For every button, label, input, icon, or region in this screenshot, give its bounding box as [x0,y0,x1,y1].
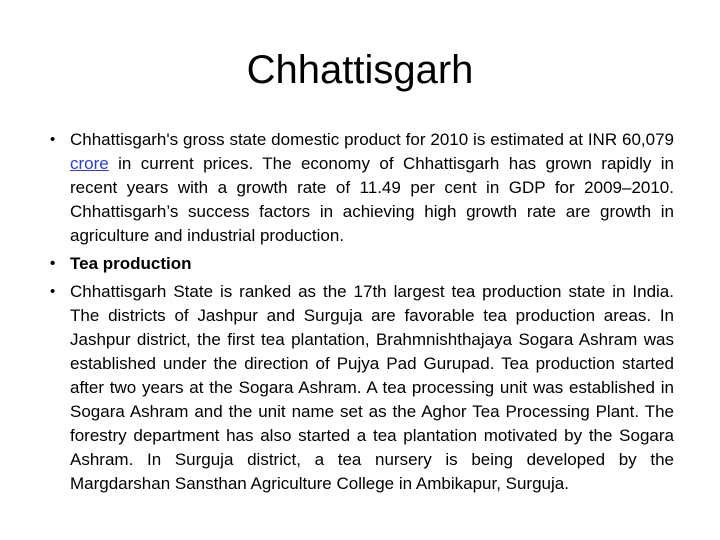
bullet-marker: • [50,131,56,148]
bullet-economy [50,128,674,248]
economy-text-start: Chhattisgarh's gross state domestic product for 2010 is estimated at INR 60,079 [70,130,674,149]
bullet-list [50,128,674,500]
economy-text-end: in current prices. The economy of Chhattisgarh has grown rapidly in recent years with a growth rate of 11.49 per cent in GDP for 2009–2010. Chhattisgarh’s success factors in achieving high growth rate are growth in agriculture and industrial production. [70,154,674,245]
bullet-tea-details [50,280,674,496]
tea-details-text: Chhattisgarh State is ranked as the 17th largest tea production state in India. The districts of Jashpur and Surguja are favorable tea production areas. In Jashpur district, the first tea plantation, Brahmnishthajaya Sogara Ashram was established under the direction of Pujya Pad Gurupad. Tea production started after two years at the Sogara Ashram. A tea processing unit was established in Sogara Ashram and the unit name set as the Aghor Tea Processing Plant. The forestry department has also started a tea plantation motivated by the Sogara Ashram. In Surguja district, a tea nursery is being developed by the Margdarshan Sansthan Agriculture College in Ambikapur, Surguja. [70,282,674,493]
bullet-marker: • [50,255,56,272]
bullet-marker: • [50,283,56,300]
crore-link[interactable]: crore [70,154,109,173]
slide-title: Chhattisgarh [246,48,474,92]
bullet-tea-heading [50,252,674,276]
tea-heading-text: Tea production [70,254,192,273]
